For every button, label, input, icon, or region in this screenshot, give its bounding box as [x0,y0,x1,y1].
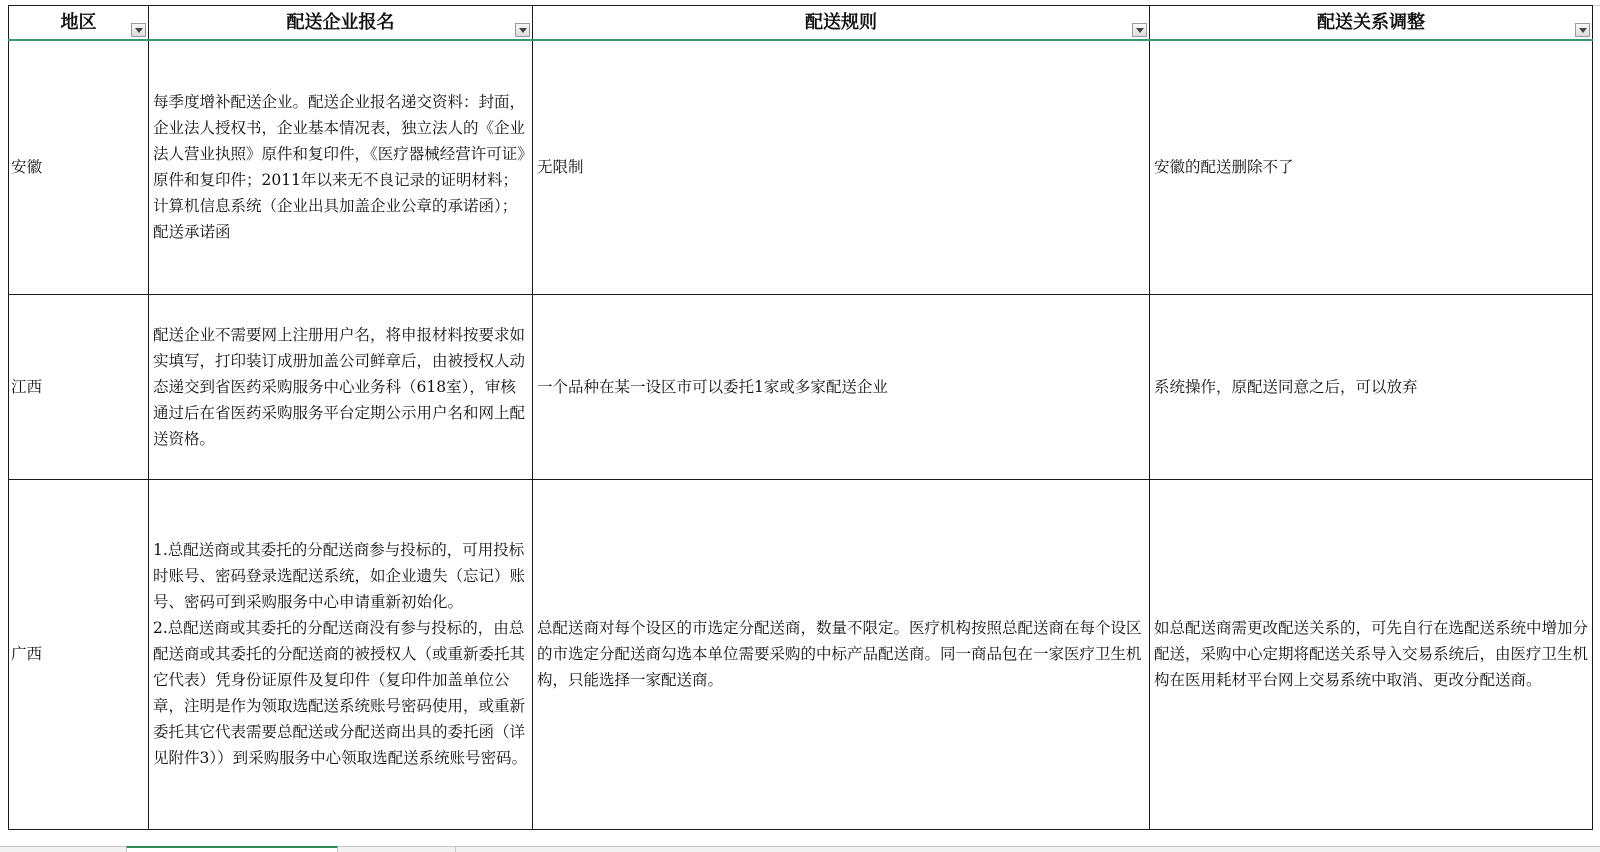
signup-paragraph-1: 1.总配送商或其委托的分配送商参与投标的，可用投标时账号、密码登录选配送系统，如企业遗失（忘记）账号、密码可到采购服务中心申请重新初始化。 [153,541,526,611]
rules-text: 无限制 [537,158,584,177]
cell-adjust[interactable] [1150,40,1593,294]
adjust-text: 系统操作，原配送同意之后，可以放弃 [1154,377,1418,396]
header-row [9,6,1593,41]
sheet-tab-active[interactable] [126,846,338,852]
signup-text: 配送企业不需要网上注册用户名，将申报材料按要求如实填写，打印装订成册加盖公司鲜章后，由被授权人动态递交到省医药采购服务中心业务科（618室），审核通过后在省医药采购服务平台定期公示用户名和网上配送资格。 [153,325,526,448]
cell-rules[interactable] [533,40,1150,294]
filter-dropdown-icon[interactable] [131,23,146,37]
filter-dropdown-icon[interactable] [1132,23,1147,37]
header-region[interactable] [9,6,149,41]
cell-signup[interactable] [149,294,533,479]
region-text: 安徽 [11,158,43,177]
header-signup-label: 配送企业报名 [286,12,395,33]
cell-rules[interactable] [533,294,1150,479]
header-adjust[interactable] [1150,6,1593,41]
rules-text: 一个品种在某一设区市可以委托1家或多家配送企业 [537,377,888,396]
signup-paragraph-2: 2.总配送商或其委托的分配送商没有参与投标的，由总配送商或其委托的分配送商的被授权人（或重新委托其它代表）凭身份证原件及复印件（复印件加盖单位公章，注明是作为领取选配送系统账号密码使用，或重新委托其它代表需要总配送或分配送商出具的委托函（详见附件3））到采购服务中心领取选配送系统账号密码。 [153,619,528,767]
cell-rules[interactable] [533,479,1150,829]
adjust-text: 安徽的配送删除不了 [1154,158,1294,177]
adjust-text: 如总配送商需更改配送关系的，可先自行在选配送系统中增加分配送，采购中心定期将配送关系导入交易系统后，由医疗卫生机构在医用耗材平台网上交易系统中取消、更改分配送商。 [1154,619,1589,689]
sheet-tab-separator [455,846,456,852]
signup-text: 每季度增补配送企业。配送企业报名递交资料：封面，企业法人授权书，企业基本情况表，独立法人的《企业法人营业执照》原件和复印件，《医疗器械经营许可证》原件和复印件；2011年以来无不良记录的证明材料；计算机信息系统（企业出具加盖企业公章的承诺函）；配送承诺函 [153,93,526,242]
region-text: 广西 [11,645,43,663]
cell-adjust[interactable] [1150,479,1593,829]
table-row [9,479,1593,829]
cell-signup[interactable] [149,479,533,829]
cell-adjust[interactable] [1150,294,1593,479]
header-rules[interactable] [533,6,1150,41]
header-region-label: 地区 [60,12,97,33]
rules-text: 总配送商对每个设区的市选定分配送商，数量不限定。医疗机构按照总配送商在每个设区的市选定分配送商勾选本单位需要采购的中标产品配送商。同一商品包在一家医疗卫生机构，只能选择一家配送商。 [537,619,1142,689]
region-text: 江西 [11,377,43,396]
row-header-edge [0,5,8,846]
header-signup[interactable] [149,6,533,41]
data-table [8,5,1593,830]
cell-region[interactable] [9,294,149,479]
cell-region[interactable] [9,479,149,829]
signup-text [149,537,532,771]
cell-region[interactable] [9,40,149,294]
cell-signup[interactable] [149,40,533,294]
filter-dropdown-icon[interactable] [515,23,530,37]
header-rules-label: 配送规则 [805,12,877,33]
filter-dropdown-icon[interactable] [1575,23,1590,37]
header-adjust-label: 配送关系调整 [1317,12,1425,33]
table-row [9,40,1593,294]
table-row [9,294,1593,479]
